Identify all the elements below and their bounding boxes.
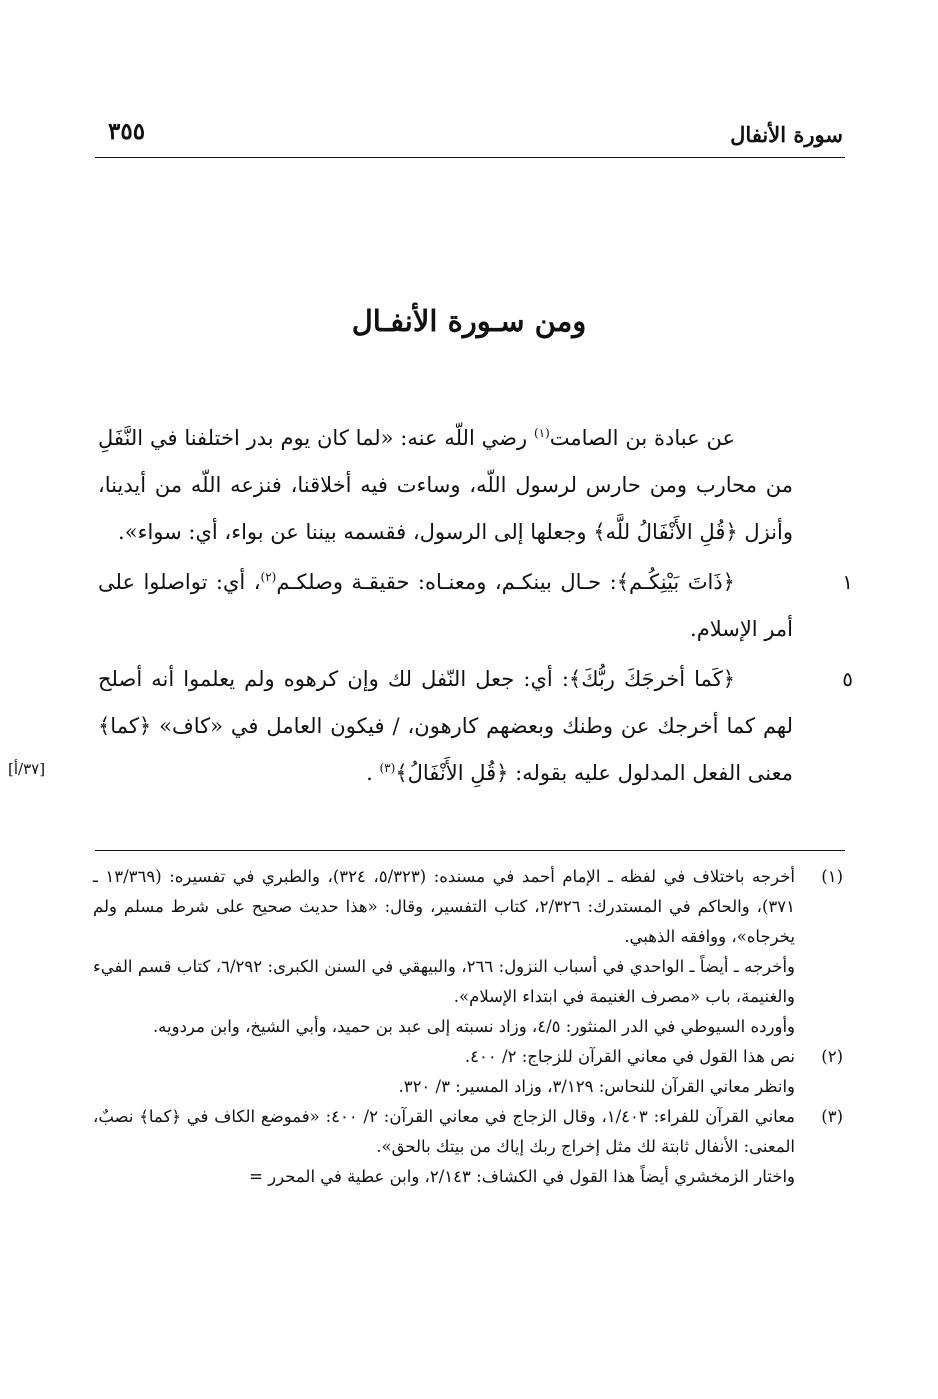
chapter-title: ومن سـورة الأنفـال (351, 304, 587, 338)
footnote-paragraph: معاني القرآن للفراء: ١/٤٠٣، وقال الزجاج في معاني القرآن: ٢/ ٤٠٠: «فموضع الكاف في ﴿كما﴾ نصبٌ، المعنى: الأنفال ثابتة لك مثل إخراج ربك إياك من بيتك بالحق». (93, 1107, 795, 1156)
running-header-title: سورة الأنفال (730, 122, 843, 147)
footnote-paragraph: أخرجه باختلاف في لفظه ـ الإمام أحمد في مسنده: (٥/٣٢٣، ٣٢٤)، والطبري في تفسيره: (١٣/٣٦٩ ـ ٣٧١)، والحاكم في المستدرك: ٢/٣٢٦، كتاب التفسير، وقال: «هذا حديث صحيح على شرط مسلم ولم يخرجاه»، ووافقه الذهبي. (93, 867, 795, 946)
footnotes (93, 862, 843, 1192)
footnote-1 (93, 862, 843, 1042)
footnote-2 (93, 1042, 843, 1102)
footnote-marker-1: (١) (533, 426, 550, 440)
footnote-number: (١) (821, 867, 843, 886)
footnote-paragraph: وانظر معاني القرآن للنحاس: ٣/١٢٩، وزاد المسير: ٣/ ٣٢٠. (398, 1077, 795, 1096)
footnote-number: (٣) (821, 1107, 843, 1126)
verse-comment-1-text (98, 559, 793, 653)
verse-number-1: ١ (842, 570, 853, 594)
footnote-paragraph: واختار الزمخشري أيضاً هذا القول في الكشاف: ٢/١٤٣، وابن عطية في المحرر = (249, 1167, 795, 1186)
manuscript-folio-reference: [٣٧/أ] (8, 760, 46, 778)
verse-number-5: ٥ (842, 667, 853, 691)
footnote-paragraph: نص هذا القول في معاني القرآن للزجاج: ٢/ ٤٠٠. (464, 1047, 795, 1066)
verse5-text-start: ﴿كَما أخرجَكَ ربُّكَ﴾: أي: جعل النّفل لك وإن كرهوه ولم يعلموا أنه أصلح لهم كما أخرجك عن وطنك وبعضهم كارهون، / فيكون العامل في «كاف» ﴿كما﴾ معنى الفعل المدلول عليه بقوله: ﴿قُلِ الأَنْفَالُ﴾ (98, 667, 793, 785)
intro-text-start: عن عبادة بن الصامت (549, 426, 735, 450)
intro-paragraph (98, 415, 793, 556)
verse-comment-5-text (98, 656, 793, 797)
verse1-text-start: ﴿ذَاتَ بَيْنِكُـم﴾: حـال بينكـم، ومعنـاه: حقيقـة وصلكـم (276, 570, 735, 594)
header-divider (95, 157, 845, 158)
main-text (98, 415, 853, 797)
page-number: ٣٥٥ (108, 118, 146, 145)
verse-comment-5 (98, 656, 853, 797)
verse1-text-end: ، أي: تواصلوا على أمر الإسلام. (98, 570, 793, 641)
footnote-number: (٢) (821, 1047, 843, 1066)
footnote-paragraph: وأورده السيوطي في الدر المنثور: ٤/٥، وزاد نسبته إلى عبد بن حميد، وأبي الشيخ، وابن مردويه. (152, 1017, 795, 1036)
footnote-marker-3: (٣) (379, 761, 396, 775)
verse5-text-end: . (366, 761, 380, 785)
footnote-3 (93, 1102, 843, 1192)
intro-text-end: رضي اللّه عنه: «لما كان يوم بدر اختلفنا في النَّفَلِ من محارب ومن حارس لرسول اللّه، وساءت فيه أخلاقنا، فنزعه اللّه من أيدينا، وأنزل ﴿قُلِ الأَنْفَالُ للَّه﴾ وجعلها إلى الرسول، فقسمه بيننا عن بواء، أي: سواء». (98, 426, 793, 544)
footnote-paragraph: وأخرجه ـ أيضاً ـ الواحدي في أسباب النزول: ٢٦٦، والبيهقي في السنن الكبرى: ٦/٢٩٢، كتاب قسم الفيء والغنيمة، باب «مصرف الغنيمة في ابتداء الإسلام». (93, 957, 796, 1006)
footnote-marker-2: (٢) (260, 570, 277, 584)
footnote-divider (95, 850, 845, 851)
verse-comment-1 (98, 559, 853, 653)
